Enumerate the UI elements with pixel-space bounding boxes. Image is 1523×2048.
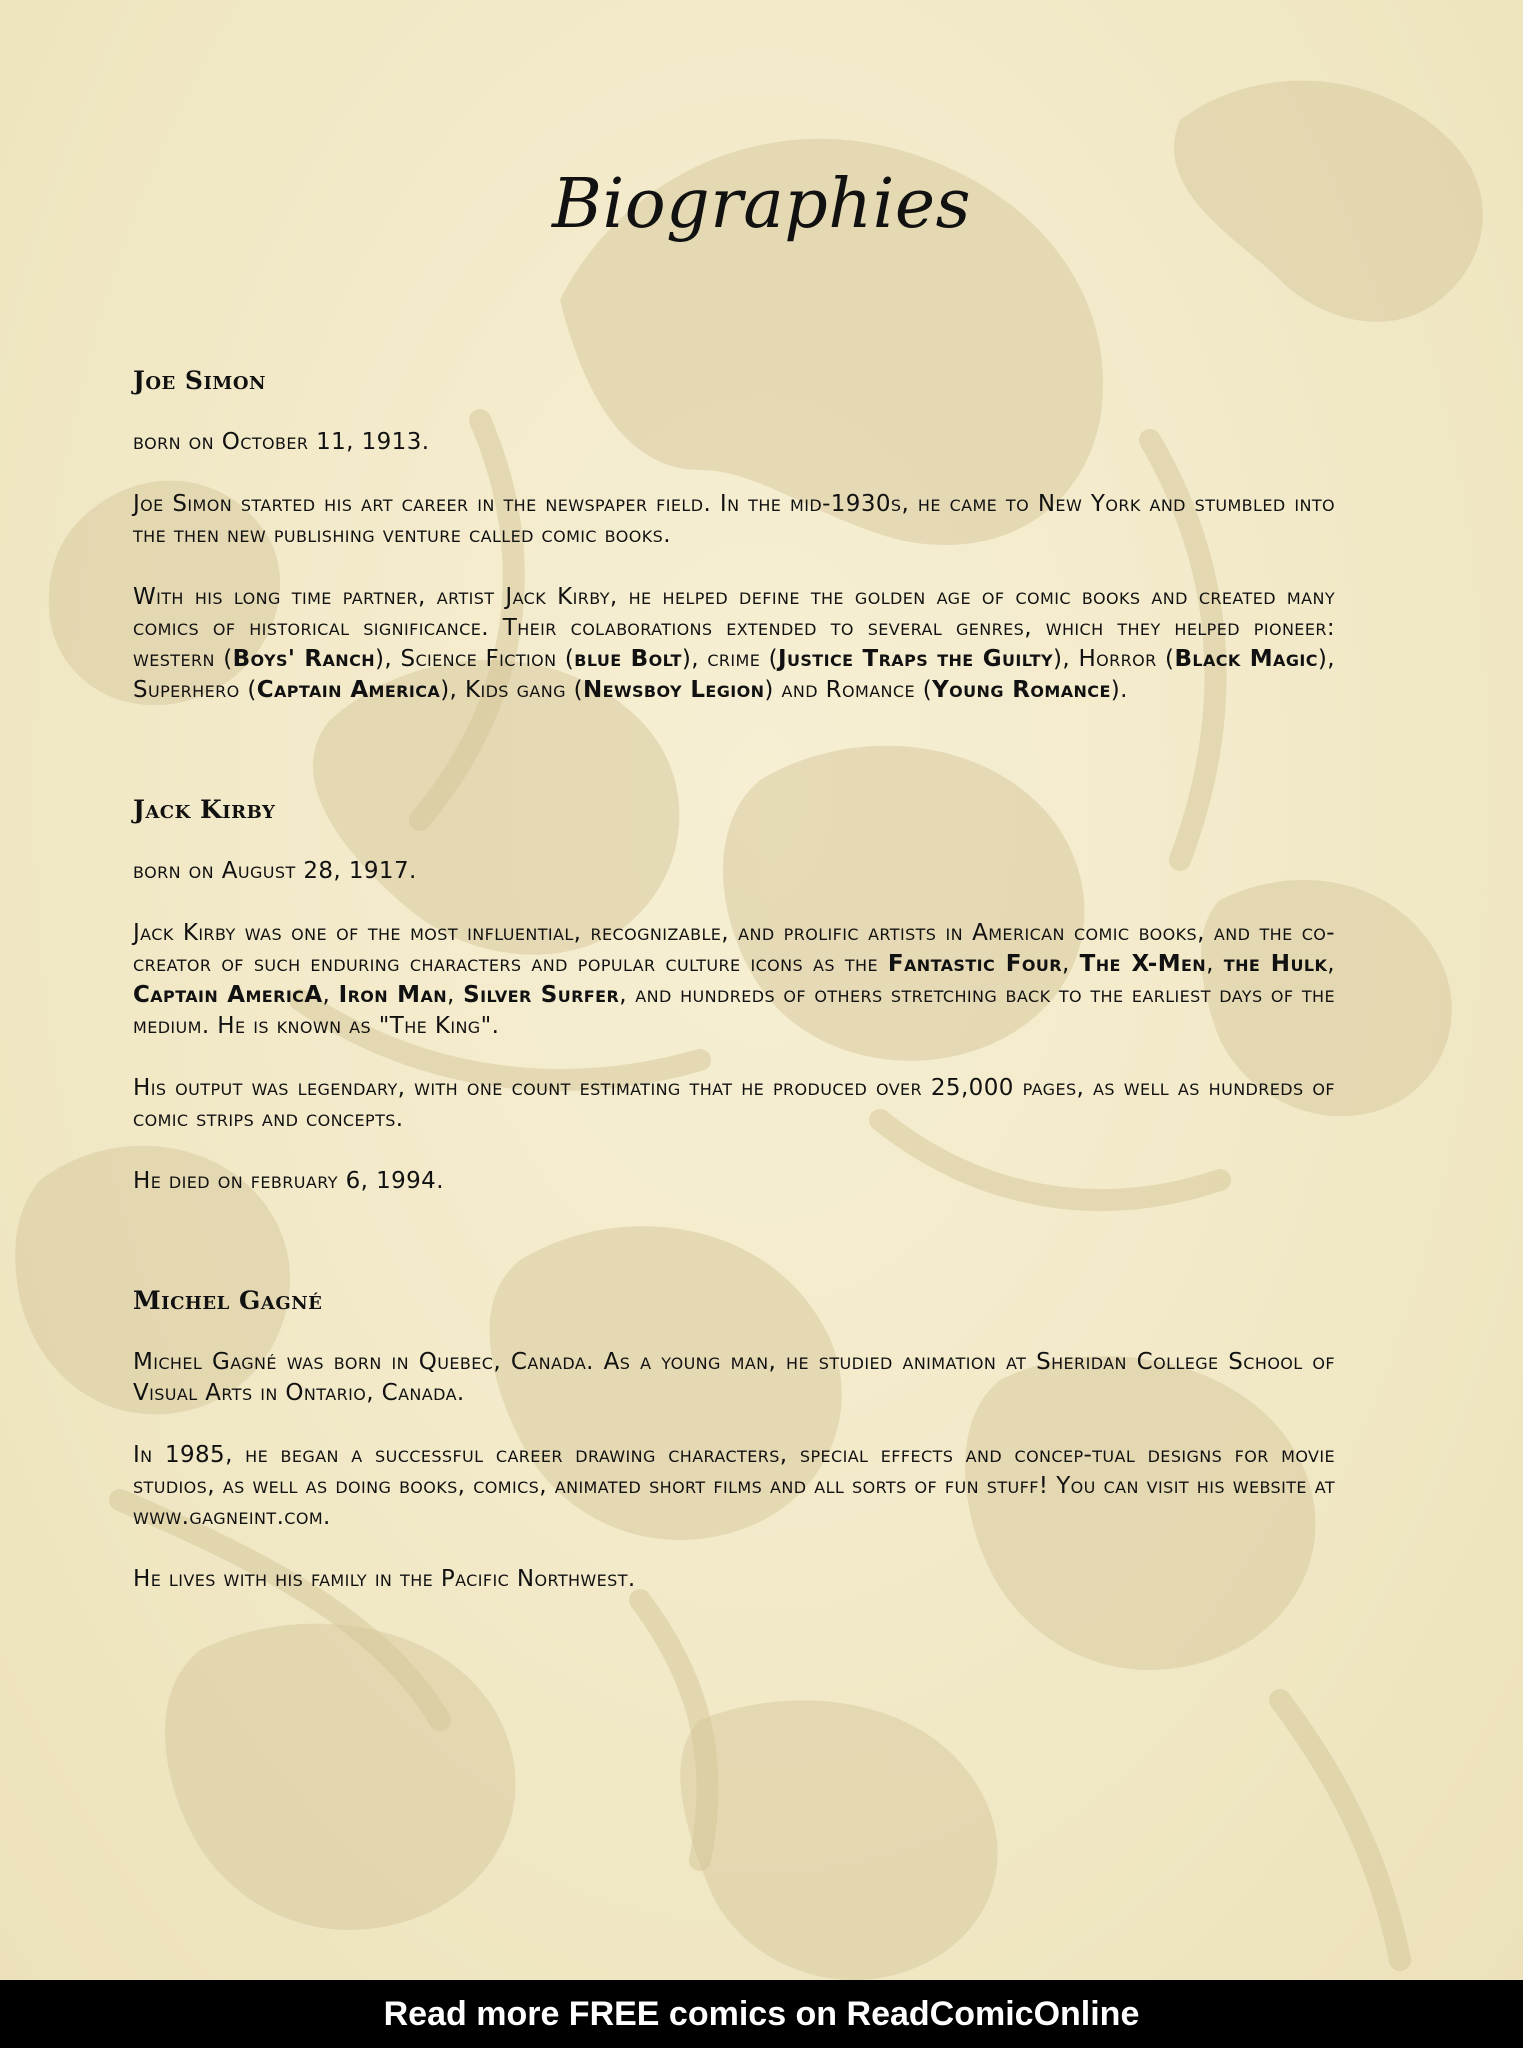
text-run: With his long time partner, artist Jack Kirby, he helped define the golden age of comic books and created many comics of historical significance. Their colaborations extended to several genres, which they helped pioneer: western ( [133, 584, 1335, 672]
title-emphasis: Silver Surfer [463, 982, 620, 1008]
biography-paragraph [133, 856, 1335, 887]
text-run: Jack Kirby was one of the most influential, recognizable, and prolific artists in American comic books, and the co-creator of such enduring characters and popular culture icons as the [133, 920, 1335, 977]
title-emphasis: Newsboy Legion [582, 677, 765, 703]
title-emphasis: Boys' Ranch [232, 646, 376, 672]
text-run: ), Superhero ( [133, 646, 1335, 703]
text-run: ). [1110, 677, 1128, 703]
text-run: , [1206, 951, 1224, 977]
promo-banner[interactable]: Read more FREE comics on ReadComicOnline [0, 1980, 1523, 2048]
title-emphasis: Captain AmericA [133, 982, 323, 1008]
title-emphasis: Justice Traps the Guilty [778, 646, 1053, 672]
biography-paragraph [133, 489, 1335, 551]
text-run: ), Kids gang ( [440, 677, 583, 703]
text-run: ) and Romance ( [764, 677, 933, 703]
text-run: ), Science Fiction ( [375, 646, 575, 672]
biography-paragraph [133, 1073, 1335, 1135]
biographies-list [133, 365, 1335, 1626]
title-emphasis: Young Romance [932, 677, 1111, 703]
text-run: , [1327, 951, 1335, 977]
text-run: , [1062, 951, 1080, 977]
biography-paragraph [133, 1166, 1335, 1197]
biography-section [133, 365, 1335, 706]
title-emphasis: Iron Man [338, 982, 448, 1008]
title-emphasis: blue Bolt [574, 646, 682, 672]
title-emphasis: the Hulk [1223, 951, 1328, 977]
biography-name: Michel Gagné [133, 1286, 323, 1315]
text-run: , [447, 982, 464, 1008]
page-title: Biographies [552, 165, 971, 244]
text-run: He lives with his family in the Pacific Northwest. [133, 1566, 636, 1592]
biography-paragraph [133, 582, 1335, 706]
title-emphasis: Captain America [256, 677, 441, 703]
text-run: born on October 11, 1913. [133, 429, 430, 455]
text-run: His output was legendary, with one count estimating that he produced over 25,000 pages, as well as hundreds of comic strips and concepts. [133, 1075, 1335, 1132]
biography-name: Joe Simon [133, 366, 266, 395]
text-run: In 1985, he began a successful career drawing characters, special effects and concep-tual designs for movie studios, as well as doing books, comics, animated short films and all sorts of fun stuff! You can visit his website at www.gagneint.com. [133, 1442, 1335, 1530]
title-emphasis: Black Magic [1174, 646, 1318, 672]
text-run: Joe Simon started his art career in the newspaper field. In the mid-1930s, he came to New York and stumbled into the then new publishing venture called comic books. [133, 491, 1335, 548]
title-emphasis: Fantastic Four [887, 951, 1063, 977]
text-run: , [322, 982, 339, 1008]
text-run: born on August 28, 1917. [133, 858, 417, 884]
text-run: He died on february 6, 1994. [133, 1168, 444, 1194]
biography-paragraph [133, 427, 1335, 458]
text-run: ), crime ( [681, 646, 778, 672]
biography-paragraph [133, 1564, 1335, 1595]
title-emphasis: The X-Men [1079, 951, 1207, 977]
biography-paragraph [133, 1347, 1335, 1409]
biography-name: Jack Kirby [133, 795, 276, 824]
text-run: ), Horror ( [1052, 646, 1175, 672]
biography-section [133, 1285, 1335, 1595]
text-run: Michel Gagné was born in Quebec, Canada. As a young man, he studied animation at Sheridan College School of Visual Arts in Ontario, Canada. [133, 1349, 1335, 1406]
text-run: , and hundreds of others stretching back to the earliest days of the medium. He is known as "The King". [133, 982, 1335, 1039]
biography-section [133, 794, 1335, 1197]
biography-paragraph [133, 918, 1335, 1042]
biography-paragraph [133, 1440, 1335, 1533]
